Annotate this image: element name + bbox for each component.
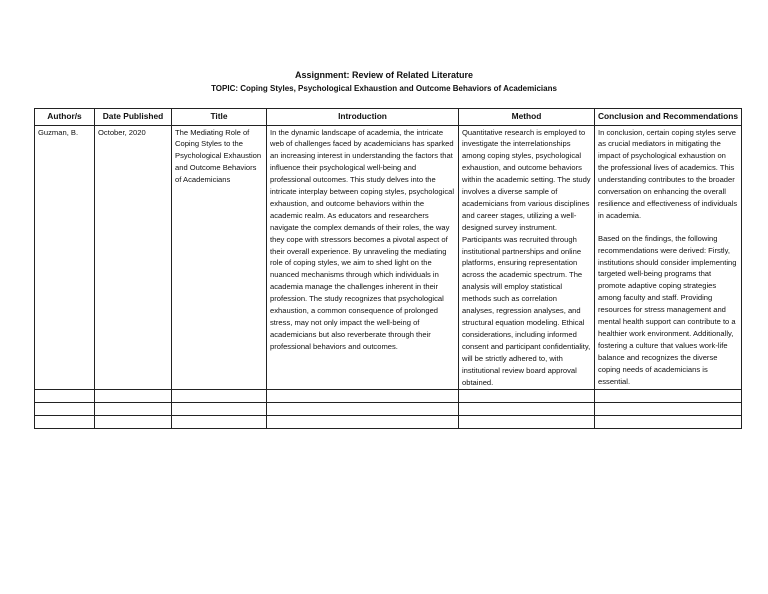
empty-table-row: [35, 416, 742, 429]
empty-cell: [172, 390, 267, 403]
empty-table-row: [35, 403, 742, 416]
empty-cell: [459, 390, 595, 403]
empty-cell: [595, 416, 742, 429]
empty-cell: [35, 390, 95, 403]
empty-cell: [459, 416, 595, 429]
header-title: Title: [172, 109, 267, 126]
empty-cell: [459, 403, 595, 416]
cell-author: Guzman, B.: [35, 125, 95, 390]
empty-cell: [172, 416, 267, 429]
header-conclusion: Conclusion and Recommendations: [595, 109, 742, 126]
cell-conclusion: [595, 125, 742, 390]
recommendations-paragraph: Based on the findings, the following recommendations were derived: Firstly, institutions should consider implementing targeted well-being programs that promote adaptive coping strategies among faculty and staff. Providing resources for stress management and mental health support can contribute to a healthier work environment. Additionally, fostering a culture that values work-life balance and recognizes the diverse coping needs of academicians is essential.: [598, 233, 737, 386]
empty-cell: [172, 403, 267, 416]
topic-heading: TOPIC: Coping Styles, Psychological Exhaustion and Outcome Behaviors of Academicians: [211, 84, 557, 93]
header-author: Author/s: [35, 109, 95, 126]
header-introduction: Introduction: [267, 109, 459, 126]
cell-title: The Mediating Role of Coping Styles to the Psychological Exhaustion and Outcome Behaviors of Academicians: [172, 125, 267, 390]
cell-date: October, 2020: [95, 125, 172, 390]
empty-cell: [95, 403, 172, 416]
empty-cell: [267, 416, 459, 429]
empty-cell: [95, 390, 172, 403]
table-header-row: [35, 109, 742, 126]
empty-cell: [35, 416, 95, 429]
empty-cell: [267, 390, 459, 403]
cell-introduction: In the dynamic landscape of academia, the intricate web of challenges faced by academicians has sparked an increasing interest in understanding the factors that influence their psychological well-being and professional outcomes. This study delves into the intricate interplay between coping styles, psychological exhaustion, and outcome behaviors within the academic realm. As educators and researchers navigate the complex demands of their roles, the way they cope with stressors becomes a pivotal aspect of their overall experience. By unraveling the mediating role of coping styles, we aim to shed light on the nuanced mechanisms through which individuals in academia manage the challenges inherent in their profession. The study recognizes that psychological exhaustion, a common consequence of prolonged stress, may not only impact the well-being of academicians but also reverberate through their professional behaviors and outcomes.: [267, 125, 459, 390]
literature-review-table: [34, 108, 742, 429]
empty-cell: [267, 403, 459, 416]
table-row: [35, 125, 742, 390]
empty-cell: [35, 403, 95, 416]
empty-cell: [595, 390, 742, 403]
cell-method: Quantitative research is employed to investigate the interrelationships among coping styles, psychological exhaustion, and outcome behaviors within the academic setting. The study involves a diverse sample of academicians from various disciplines and career stages, utilizing a well-designed survey instrument. Participants was recruited through institutional partnerships and online platforms, ensuring representation across the academic spectrum. The analysis will employ statistical methods such as correlation analyses, regression analyses, and structural equation modeling. Ethical considerations, including informed consent and participant confidentiality, will be strictly adhered to, with institutional review board approval obtained.: [459, 125, 595, 390]
empty-table-row: [35, 390, 742, 403]
conclusion-paragraph: In conclusion, certain coping styles serve as crucial mediators in mitigating the impact of psychological exhaustion on the professional lives of academics. This understanding contributes to the broader conversation on enhancing the overall resilience and effectiveness of individuals in academia.: [598, 127, 738, 220]
header-date-published: Date Published: [95, 109, 172, 126]
assignment-heading: Assignment: Review of Related Literature: [294, 70, 474, 80]
empty-cell: [95, 416, 172, 429]
empty-cell: [595, 403, 742, 416]
header-method: Method: [459, 109, 595, 126]
